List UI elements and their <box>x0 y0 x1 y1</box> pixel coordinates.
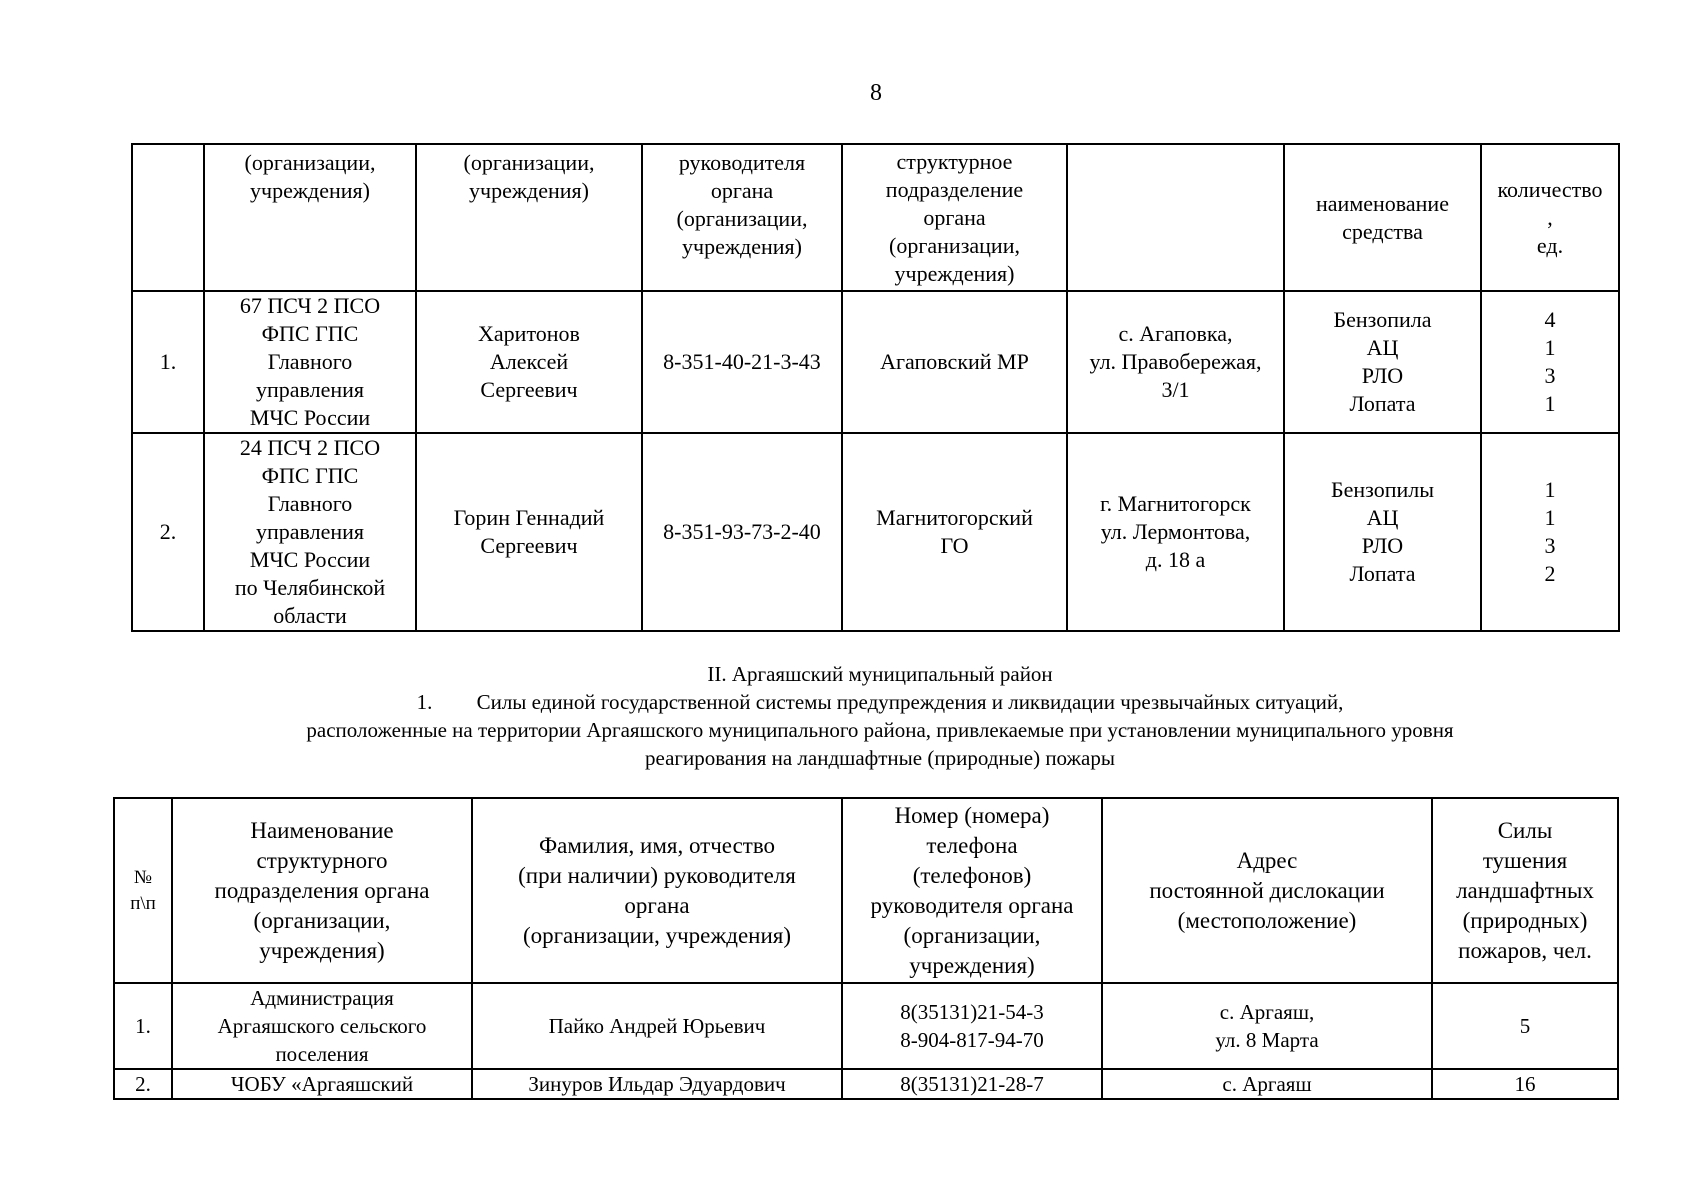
organization-name: 24 ПСЧ 2 ПСО ФПС ГПС Главного управления МЧС России по Челябинской области <box>204 433 416 631</box>
head-name: Зинуров Ильдар Эдуардович <box>472 1069 842 1099</box>
structural-unit: Администрация Аргаяшского сельского поселения <box>172 983 472 1069</box>
section-heading <box>180 660 1580 772</box>
section-item-number: 1. <box>416 690 433 714</box>
head-name: Горин Геннадий Сергеевич <box>416 433 642 631</box>
address: с. Агаповка, ул. Правобережая, 3/1 <box>1067 291 1284 433</box>
address: с. Аргаяш <box>1102 1069 1432 1099</box>
table-row <box>132 291 1619 433</box>
phone-number: 8-351-40-21-3-43 <box>642 291 842 433</box>
table1-header-row <box>132 144 1619 291</box>
row-number: 1. <box>132 291 204 433</box>
structural-unit: Агаповский МР <box>842 291 1067 433</box>
structural-unit: ЧОБУ «Аргаяшский <box>172 1069 472 1099</box>
section-item-line <box>180 688 1580 716</box>
section-line-2: расположенные на территории Аргаяшского муниципального района, привлекаемые при установлении муниципального уровня <box>306 718 1454 742</box>
table1-header-qty: количество , ед. <box>1481 144 1619 291</box>
row-number: 2. <box>132 433 204 631</box>
table1-header-head: (организации, учреждения) <box>416 144 642 291</box>
table2-header-row <box>114 798 1618 983</box>
resources-table-continued <box>131 143 1620 632</box>
means-name: Бензопилы АЦ РЛО Лопата <box>1284 433 1481 631</box>
table1-header-address <box>1067 144 1284 291</box>
row-number: 2. <box>114 1069 172 1099</box>
table-row <box>132 433 1619 631</box>
means-name: Бензопила АЦ РЛО Лопата <box>1284 291 1481 433</box>
phone-number: 8(35131)21-54-3 8-904-817-94-70 <box>842 983 1102 1069</box>
table2-header-forces: Силы тушения ландшафтных (природных) пожаров, чел. <box>1432 798 1618 983</box>
table-row <box>114 983 1618 1069</box>
organization-name: 67 ПСЧ 2 ПСО ФПС ГПС Главного управления МЧС России <box>204 291 416 433</box>
means-quantity: 4 1 3 1 <box>1481 291 1619 433</box>
table1-header-phone: руководителя органа (организации, учреждения) <box>642 144 842 291</box>
address: г. Магнитогорск ул. Лермонтова, д. 18 а <box>1067 433 1284 631</box>
forces-count: 16 <box>1432 1069 1618 1099</box>
table2-header-unit: Наименование структурного подразделения органа (организации, учреждения) <box>172 798 472 983</box>
section-item-text: Силы единой государственной системы предупреждения и ликвидации чрезвычайных ситуаций, <box>476 690 1344 714</box>
address: с. Аргаяш, ул. 8 Марта <box>1102 983 1432 1069</box>
table2-header-num: № п\п <box>114 798 172 983</box>
table2-header-address: Адрес постоянной дислокации (местоположение) <box>1102 798 1432 983</box>
structural-unit: Магнитогорский ГО <box>842 433 1067 631</box>
table2-header-head: Фамилия, имя, отчество (при наличии) руководителя органа (организации, учреждения) <box>472 798 842 983</box>
phone-number: 8-351-93-73-2-40 <box>642 433 842 631</box>
head-name: Харитонов Алексей Сергеевич <box>416 291 642 433</box>
table2-header-phone: Номер (номера) телефона (телефонов) руководителя органа (организации, учреждения) <box>842 798 1102 983</box>
phone-number: 8(35131)21-28-7 <box>842 1069 1102 1099</box>
table1-header-num <box>132 144 204 291</box>
head-name: Пайко Андрей Юрьевич <box>472 983 842 1069</box>
means-quantity: 1 1 3 2 <box>1481 433 1619 631</box>
forces-count: 5 <box>1432 983 1618 1069</box>
row-number: 1. <box>114 983 172 1069</box>
forces-table <box>113 797 1619 1100</box>
table1-header-means: наименование средства <box>1284 144 1481 291</box>
section-line-3: реагирования на ландшафтные (природные) пожары <box>645 746 1115 770</box>
table1-header-org: (организации, учреждения) <box>204 144 416 291</box>
table-row <box>114 1069 1618 1099</box>
table1-header-unit: структурное подразделение органа (организации, учреждения) <box>842 144 1067 291</box>
section-title: II. Аргаяшский муниципальный район <box>707 662 1053 686</box>
page-number: 8 <box>870 80 882 106</box>
